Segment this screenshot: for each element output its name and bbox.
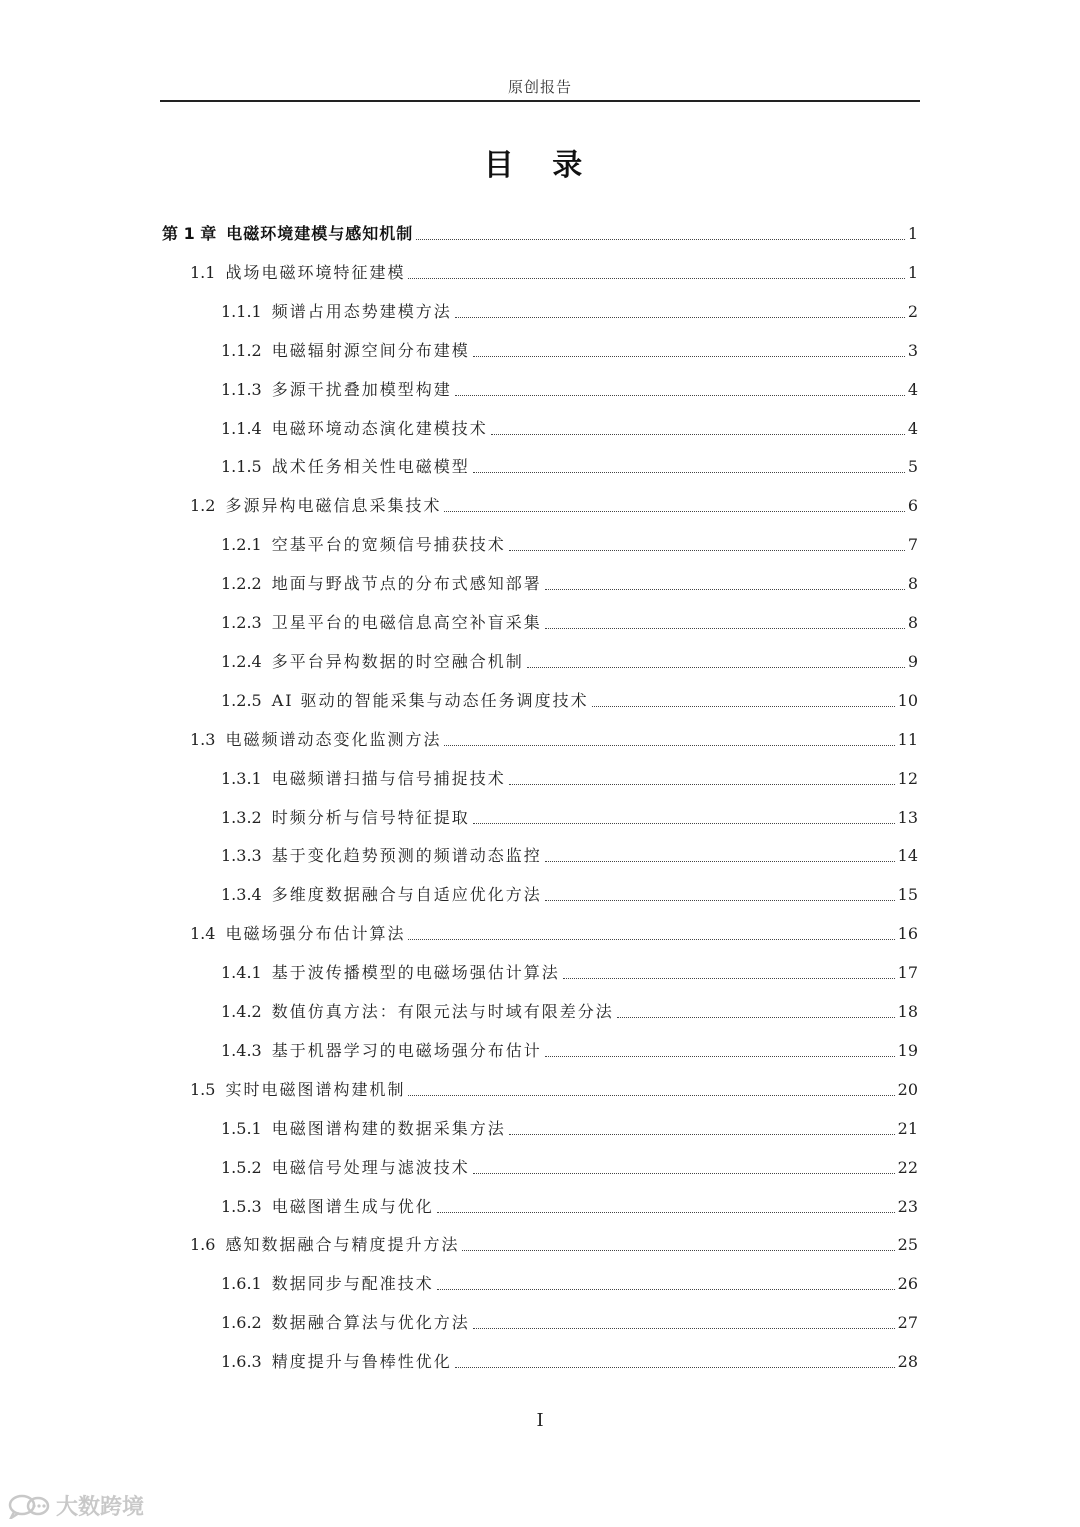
toc-entry-page: 3 xyxy=(907,340,918,360)
toc-entry-label xyxy=(221,419,488,439)
dot-leader xyxy=(617,1017,895,1018)
toc-entry-number: 1.1.1 xyxy=(221,301,262,321)
dot-leader xyxy=(473,823,895,824)
toc-entry-page: 9 xyxy=(907,651,918,671)
toc-entry[interactable] xyxy=(162,875,918,905)
watermark-text: 大数跨境 xyxy=(56,1495,145,1520)
toc-entry-label xyxy=(221,652,524,672)
toc-entry[interactable] xyxy=(162,447,918,477)
toc-entry-page: 17 xyxy=(897,963,918,983)
toc-entry-label xyxy=(221,535,506,555)
toc-entry[interactable] xyxy=(162,1148,918,1178)
page-number: I xyxy=(536,1410,544,1431)
toc-entry-label xyxy=(190,924,405,944)
toc-entry[interactable] xyxy=(162,1342,918,1372)
dot-leader xyxy=(545,900,895,901)
toc-entry-page: 19 xyxy=(897,1040,918,1060)
toc-entry-page: 12 xyxy=(897,768,918,788)
toc-entry-number: 1.3.3 xyxy=(221,846,262,866)
toc-entry[interactable] xyxy=(162,1264,918,1294)
toc-entry-title: 多源干扰叠加模型构建 xyxy=(271,379,452,399)
toc-entry-label xyxy=(162,224,413,244)
toc-entry-page: 1 xyxy=(907,262,918,282)
toc-entry-title: 空基平台的宽频信号捕获技术 xyxy=(271,535,506,555)
toc-entry-page: 20 xyxy=(897,1079,918,1099)
toc-entry[interactable] xyxy=(162,331,918,361)
toc-entry-number: 1.1.5 xyxy=(221,457,262,477)
toc-entry-title: 电磁频谱动态变化监测方法 xyxy=(225,729,442,749)
watermark xyxy=(8,1490,144,1521)
dot-leader xyxy=(473,356,905,357)
dot-leader xyxy=(563,978,895,979)
header-rule xyxy=(160,100,920,102)
toc-entry-page: 11 xyxy=(897,729,918,749)
toc-entry-label xyxy=(190,263,405,283)
dot-leader xyxy=(444,745,894,746)
toc-entry[interactable] xyxy=(162,759,918,789)
toc-entry-label xyxy=(221,1041,542,1061)
toc-entry-label xyxy=(221,380,452,400)
toc-entry-page: 4 xyxy=(907,379,918,399)
toc-entry-page: 5 xyxy=(907,457,918,477)
toc-entry-title: 电磁辐射源空间分布建模 xyxy=(271,340,470,360)
toc-entry-page: 8 xyxy=(907,613,918,632)
toc-entry-number: 1.4 xyxy=(190,924,216,944)
toc-entry-label xyxy=(190,1235,459,1255)
toc-entry[interactable] xyxy=(162,1187,918,1217)
toc-entry-page: 13 xyxy=(897,807,918,827)
toc-entry-page: 26 xyxy=(897,1274,918,1294)
toc-entry-number: 1.5.1 xyxy=(221,1118,262,1138)
toc-entry-title: 时频分析与信号特征提取 xyxy=(271,807,470,827)
toc-entry-title: 战场电磁环境特征建模 xyxy=(225,262,406,282)
toc-entry[interactable] xyxy=(162,720,918,750)
toc-entry-number: 1.2 xyxy=(190,496,216,516)
toc-entry-title: AI 驱动的智能采集与动态任务调度技术 xyxy=(271,690,589,710)
toc-entry-label xyxy=(221,1119,506,1139)
toc-entry-label xyxy=(221,691,589,711)
dot-leader xyxy=(509,550,905,551)
dot-leader xyxy=(509,1134,895,1135)
toc-entry[interactable] xyxy=(162,409,918,439)
toc-entry-label xyxy=(221,1313,470,1333)
toc-entry-page: 10 xyxy=(897,690,918,710)
toc-entry-title: 电磁图谱生成与优化 xyxy=(271,1196,434,1216)
toc-entry-label xyxy=(221,302,452,322)
toc-entry-title: 地面与野战节点的分布式感知部署 xyxy=(271,574,542,594)
toc-entry[interactable] xyxy=(162,486,918,516)
toc-entry-number: 1.1 xyxy=(190,262,216,282)
toc-entry-number: 1.2.5 xyxy=(221,690,262,710)
toc-entry-number: 1.3 xyxy=(190,729,216,749)
toc-entry-page: 28 xyxy=(897,1352,918,1372)
dot-leader xyxy=(416,239,905,240)
toc-entry-title: 电磁频谱扫描与信号捕捉技术 xyxy=(271,768,506,788)
toc-entry-label xyxy=(221,613,542,633)
toc-entry-title: 精度提升与鲁棒性优化 xyxy=(271,1352,452,1372)
toc-entry-number: 第 1 章 xyxy=(162,224,217,243)
toc-entry-page: 22 xyxy=(897,1157,918,1177)
toc-entry-number: 1.1.3 xyxy=(221,379,262,399)
toc-entry-label xyxy=(190,496,441,516)
dot-leader xyxy=(408,1095,894,1096)
dot-leader xyxy=(473,472,905,473)
toc-entry-page: 1 xyxy=(907,224,918,243)
toc-entry-number: 1.2.4 xyxy=(221,651,262,671)
toc-entry-page: 27 xyxy=(897,1313,918,1333)
dot-leader xyxy=(545,628,905,629)
toc-entry-label xyxy=(221,574,542,594)
toc-entry-number: 1.3.2 xyxy=(221,807,262,827)
toc-entry-page: 2 xyxy=(907,301,918,321)
dot-leader xyxy=(462,1250,894,1251)
toc-entry[interactable] xyxy=(162,1303,918,1333)
toc-entry-page: 8 xyxy=(907,574,918,594)
dot-leader xyxy=(437,1212,895,1213)
toc-entry-label xyxy=(221,1197,434,1217)
toc-entry-title: 电磁信号处理与滤波技术 xyxy=(271,1157,470,1177)
toc-entry-number: 1.1.4 xyxy=(221,418,262,438)
toc-entry-page: 16 xyxy=(897,924,918,944)
toc-entry[interactable] xyxy=(162,253,918,283)
toc-entry[interactable] xyxy=(162,953,918,983)
toc-entry-title: 感知数据融合与精度提升方法 xyxy=(225,1235,460,1255)
toc-entry[interactable] xyxy=(162,1031,918,1061)
dot-leader xyxy=(437,1289,895,1290)
toc-entry-title: 电磁环境建模与感知机制 xyxy=(226,224,414,243)
toc-entry-label xyxy=(221,1274,434,1294)
toc-entry-page: 21 xyxy=(897,1118,918,1138)
dot-leader xyxy=(527,667,905,668)
toc-entry-title: 数据融合算法与优化方法 xyxy=(271,1313,470,1333)
toc-entry-title: 电磁场强分布估计算法 xyxy=(225,924,406,944)
toc-entry-number: 1.5 xyxy=(190,1079,216,1099)
dot-leader xyxy=(509,784,895,785)
toc-entry-label xyxy=(221,846,542,866)
toc-entry-title: 电磁环境动态演化建模技术 xyxy=(271,418,488,438)
chat-bubbles-icon xyxy=(8,1493,52,1519)
dot-leader xyxy=(545,589,905,590)
toc-entry-page: 23 xyxy=(897,1196,918,1216)
toc-entry-number: 1.5.2 xyxy=(221,1157,262,1177)
toc-entry[interactable] xyxy=(162,992,918,1022)
dot-leader xyxy=(491,434,905,435)
toc-entry[interactable] xyxy=(162,914,918,944)
dot-leader xyxy=(444,511,904,512)
toc-entry-page: 7 xyxy=(907,535,918,555)
toc-entry[interactable] xyxy=(162,214,918,244)
toc-entry-page: 14 xyxy=(897,846,918,866)
toc-entry-title: 实时电磁图谱构建机制 xyxy=(225,1079,406,1099)
toc-entry[interactable] xyxy=(162,681,918,711)
dot-leader xyxy=(545,1056,895,1057)
toc-entry-title: 数值仿真方法：有限元法与时域有限差分法 xyxy=(271,1002,614,1021)
toc-entry-label xyxy=(221,1002,614,1022)
dot-leader xyxy=(408,939,894,940)
dot-leader xyxy=(473,1173,895,1174)
dot-leader xyxy=(473,1328,895,1329)
toc-entry[interactable] xyxy=(162,370,918,400)
toc-entry-title: 基于机器学习的电磁场强分布估计 xyxy=(271,1040,542,1060)
toc-entry-title: 基于波传播模型的电磁场强估计算法 xyxy=(271,963,560,983)
toc-entry[interactable] xyxy=(162,1225,918,1255)
toc-entry-label xyxy=(221,1158,470,1178)
toc-entry-number: 1.2.2 xyxy=(221,574,262,594)
toc-entry-page: 25 xyxy=(897,1235,918,1255)
toc-entry-number: 1.4.1 xyxy=(221,963,262,983)
toc-entry-page: 6 xyxy=(907,496,918,516)
toc-entry-number: 1.2.3 xyxy=(221,613,262,632)
toc-entry[interactable] xyxy=(162,525,918,555)
toc-entry-number: 1.6.1 xyxy=(221,1274,262,1294)
toc-entry-title: 电磁图谱构建的数据采集方法 xyxy=(271,1118,506,1138)
toc-entry-title: 多维度数据融合与自适应优化方法 xyxy=(271,885,542,905)
toc-entry-title: 基于变化趋势预测的频谱动态监控 xyxy=(271,846,542,866)
toc-entry-label xyxy=(221,885,542,905)
toc-entry-number: 1.5.3 xyxy=(221,1196,262,1216)
dot-leader xyxy=(408,278,904,279)
toc-entry[interactable] xyxy=(162,564,918,594)
toc-entry-number: 1.6.2 xyxy=(221,1313,262,1333)
toc-entry[interactable] xyxy=(162,1109,918,1139)
toc-entry-label xyxy=(221,808,470,828)
toc-entry[interactable] xyxy=(162,642,918,672)
toc-entry-title: 卫星平台的电磁信息高空补盲采集 xyxy=(271,613,542,632)
toc-entry[interactable] xyxy=(162,1070,918,1100)
toc-entry-number: 1.1.2 xyxy=(221,340,262,360)
toc-entry-title: 战术任务相关性电磁模型 xyxy=(271,457,470,477)
toc-entry-number: 1.2.1 xyxy=(221,535,262,555)
toc-entry-label xyxy=(221,769,506,789)
toc-entry-label xyxy=(221,963,560,983)
toc-entry-label xyxy=(221,457,470,477)
dot-leader xyxy=(455,317,905,318)
toc-entry-title: 数据同步与配准技术 xyxy=(271,1274,434,1294)
toc-entry-number: 1.3.1 xyxy=(221,768,262,788)
toc-entry-title: 频谱占用态势建模方法 xyxy=(271,301,452,321)
toc-entry-number: 1.4.3 xyxy=(221,1040,262,1060)
toc-entry[interactable] xyxy=(162,292,918,322)
toc-entry-page: 18 xyxy=(897,1002,918,1021)
toc-entry-number: 1.6.3 xyxy=(221,1352,262,1372)
toc-entry-title: 多平台异构数据的时空融合机制 xyxy=(271,651,524,671)
toc-entry[interactable] xyxy=(162,603,918,633)
dot-leader xyxy=(455,1367,895,1368)
page-title: 目 录 xyxy=(483,148,597,183)
toc-entry[interactable] xyxy=(162,798,918,828)
dot-leader xyxy=(455,395,905,396)
dot-leader xyxy=(592,706,895,707)
toc-entry-number: 1.4.2 xyxy=(221,1002,262,1021)
toc-entry-page: 15 xyxy=(897,885,918,905)
toc-entry-label xyxy=(190,730,441,750)
dot-leader xyxy=(545,861,895,862)
toc-entry[interactable] xyxy=(162,836,918,866)
report-header: 原创报告 xyxy=(507,78,572,96)
toc-entry-number: 1.6 xyxy=(190,1235,216,1255)
toc-entry-label xyxy=(190,1080,405,1100)
toc-entry-number: 1.3.4 xyxy=(221,885,262,905)
toc-entry-label xyxy=(221,1352,452,1372)
toc-entry-label xyxy=(221,341,470,361)
toc-entry-page: 4 xyxy=(907,418,918,438)
toc-entry-title: 多源异构电磁信息采集技术 xyxy=(225,496,442,516)
